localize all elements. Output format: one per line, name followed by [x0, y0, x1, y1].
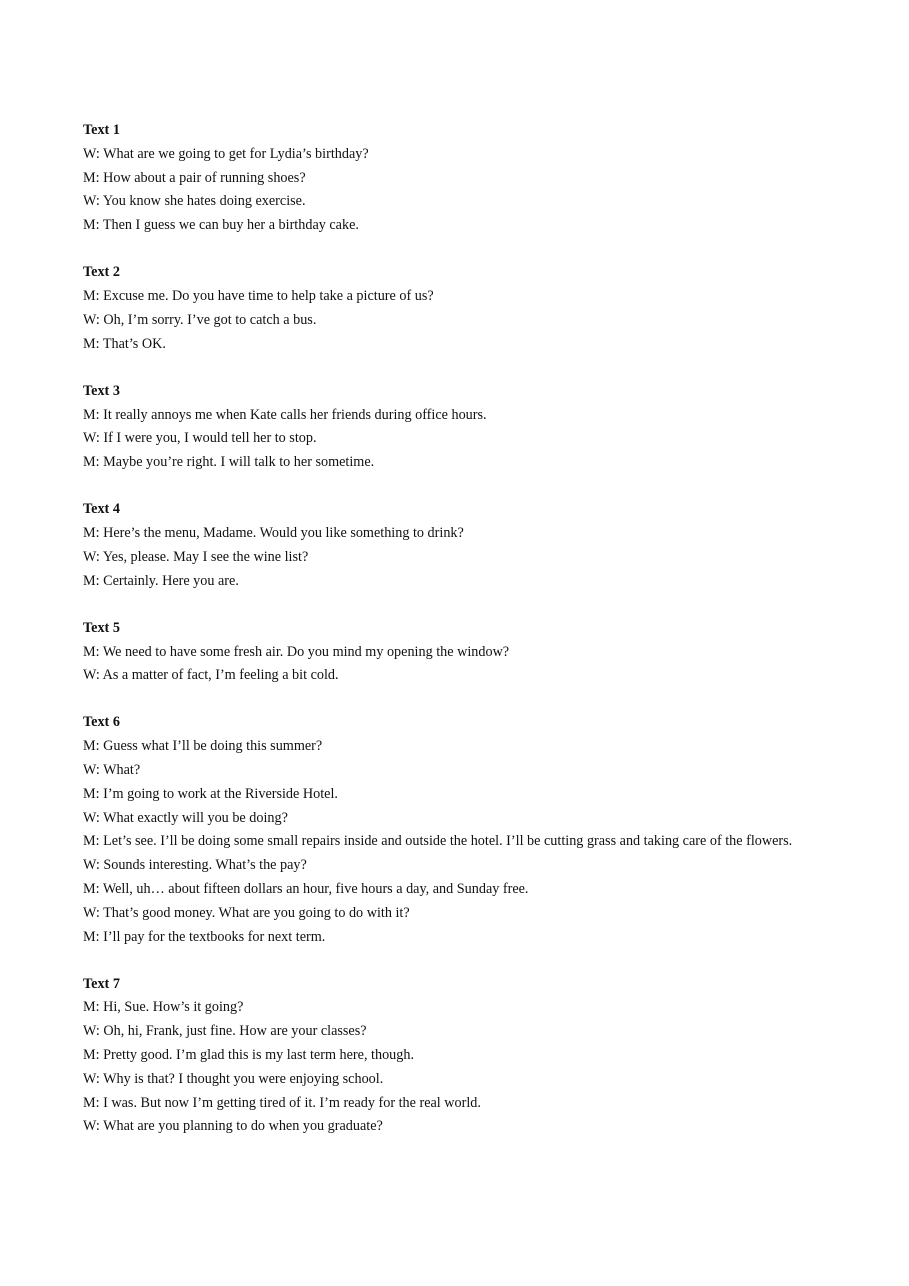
dialogue-line: W: You know she hates doing exercise.: [83, 193, 306, 210]
section-heading: Text 2: [83, 264, 120, 281]
dialogue-line: W: What?: [83, 762, 141, 779]
document-page: [83, 119, 827, 1163]
dialogue-section: [83, 380, 827, 475]
dialogue-section: [83, 617, 827, 688]
section-heading: Text 1: [83, 122, 120, 138]
dialogue-line: M: Guess what I’ll be doing this summer?: [83, 738, 323, 755]
dialogue-line: M: Hi, Sue. How’s it going?: [83, 999, 244, 1016]
dialogue-line: M: I’ll pay for the textbooks for next term.: [83, 928, 326, 945]
dialogue-section: [83, 973, 827, 1140]
dialogue-section: [83, 711, 827, 949]
dialogue-line: W: What exactly will you be doing?: [83, 809, 288, 826]
dialogue-line: W: If I were you, I would tell her to stop.: [83, 430, 317, 447]
dialogue-line: W: What are you planning to do when you graduate?: [83, 1118, 383, 1135]
dialogue-section: [83, 261, 827, 356]
section-heading: Text 6: [83, 714, 120, 731]
dialogue-line: M: Here’s the menu, Madame. Would you like something to drink?: [83, 525, 464, 542]
dialogue-line: M: Pretty good. I’m glad this is my last term here, though.: [83, 1047, 415, 1064]
dialogue-line: W: Oh, hi, Frank, just fine. How are your classes?: [83, 1023, 367, 1040]
dialogue-line: M: Certainly. Here you are.: [83, 572, 239, 589]
dialogue-line: M: I was. But now I’m getting tired of it. I’m ready for the real world.: [83, 1094, 481, 1111]
section-heading: Text 7: [83, 975, 120, 992]
section-heading: Text 3: [83, 382, 120, 399]
dialogue-line: M: How about a pair of running shoes?: [83, 169, 306, 186]
dialogue-line: M: I’m going to work at the Riverside Hotel.: [83, 785, 338, 802]
dialogue-line: M: Let’s see. I’ll be doing some small repairs inside and outside the hotel. I’ll be cutting grass and taking care of the flowers.: [83, 833, 793, 850]
dialogue-line: M: That’s OK.: [83, 335, 166, 352]
dialogue-line: W: What are we going to get for Lydia’s birthday?: [83, 145, 369, 162]
dialogue-line: M: It really annoys me when Kate calls her friends during office hours.: [83, 406, 487, 423]
dialogue-line: W: That’s good money. What are you going to do with it?: [83, 904, 410, 921]
dialogue-line: M: Maybe you’re right. I will talk to her sometime.: [83, 454, 375, 471]
dialogue-line: W: Yes, please. May I see the wine list?: [83, 548, 309, 565]
dialogue-section: [83, 498, 827, 593]
dialogue-line: M: We need to have some fresh air. Do you mind my opening the window?: [83, 643, 510, 660]
dialogue-line: W: Oh, I’m sorry. I’ve got to catch a bus.: [83, 311, 317, 328]
dialogue-line: M: Then I guess we can buy her a birthday cake.: [83, 217, 359, 234]
dialogue-line: W: Why is that? I thought you were enjoying school.: [83, 1070, 384, 1087]
dialogue-line: W: As a matter of fact, I’m feeling a bit cold.: [83, 667, 339, 684]
dialogue-section: [83, 119, 827, 238]
section-heading: Text 4: [83, 501, 120, 518]
dialogue-line: M: Well, uh… about fifteen dollars an hour, five hours a day, and Sunday free.: [83, 881, 529, 897]
dialogue-line: W: Sounds interesting. What’s the pay?: [83, 857, 307, 874]
section-heading: Text 5: [83, 619, 120, 636]
dialogue-line: M: Excuse me. Do you have time to help take a picture of us?: [83, 288, 434, 305]
